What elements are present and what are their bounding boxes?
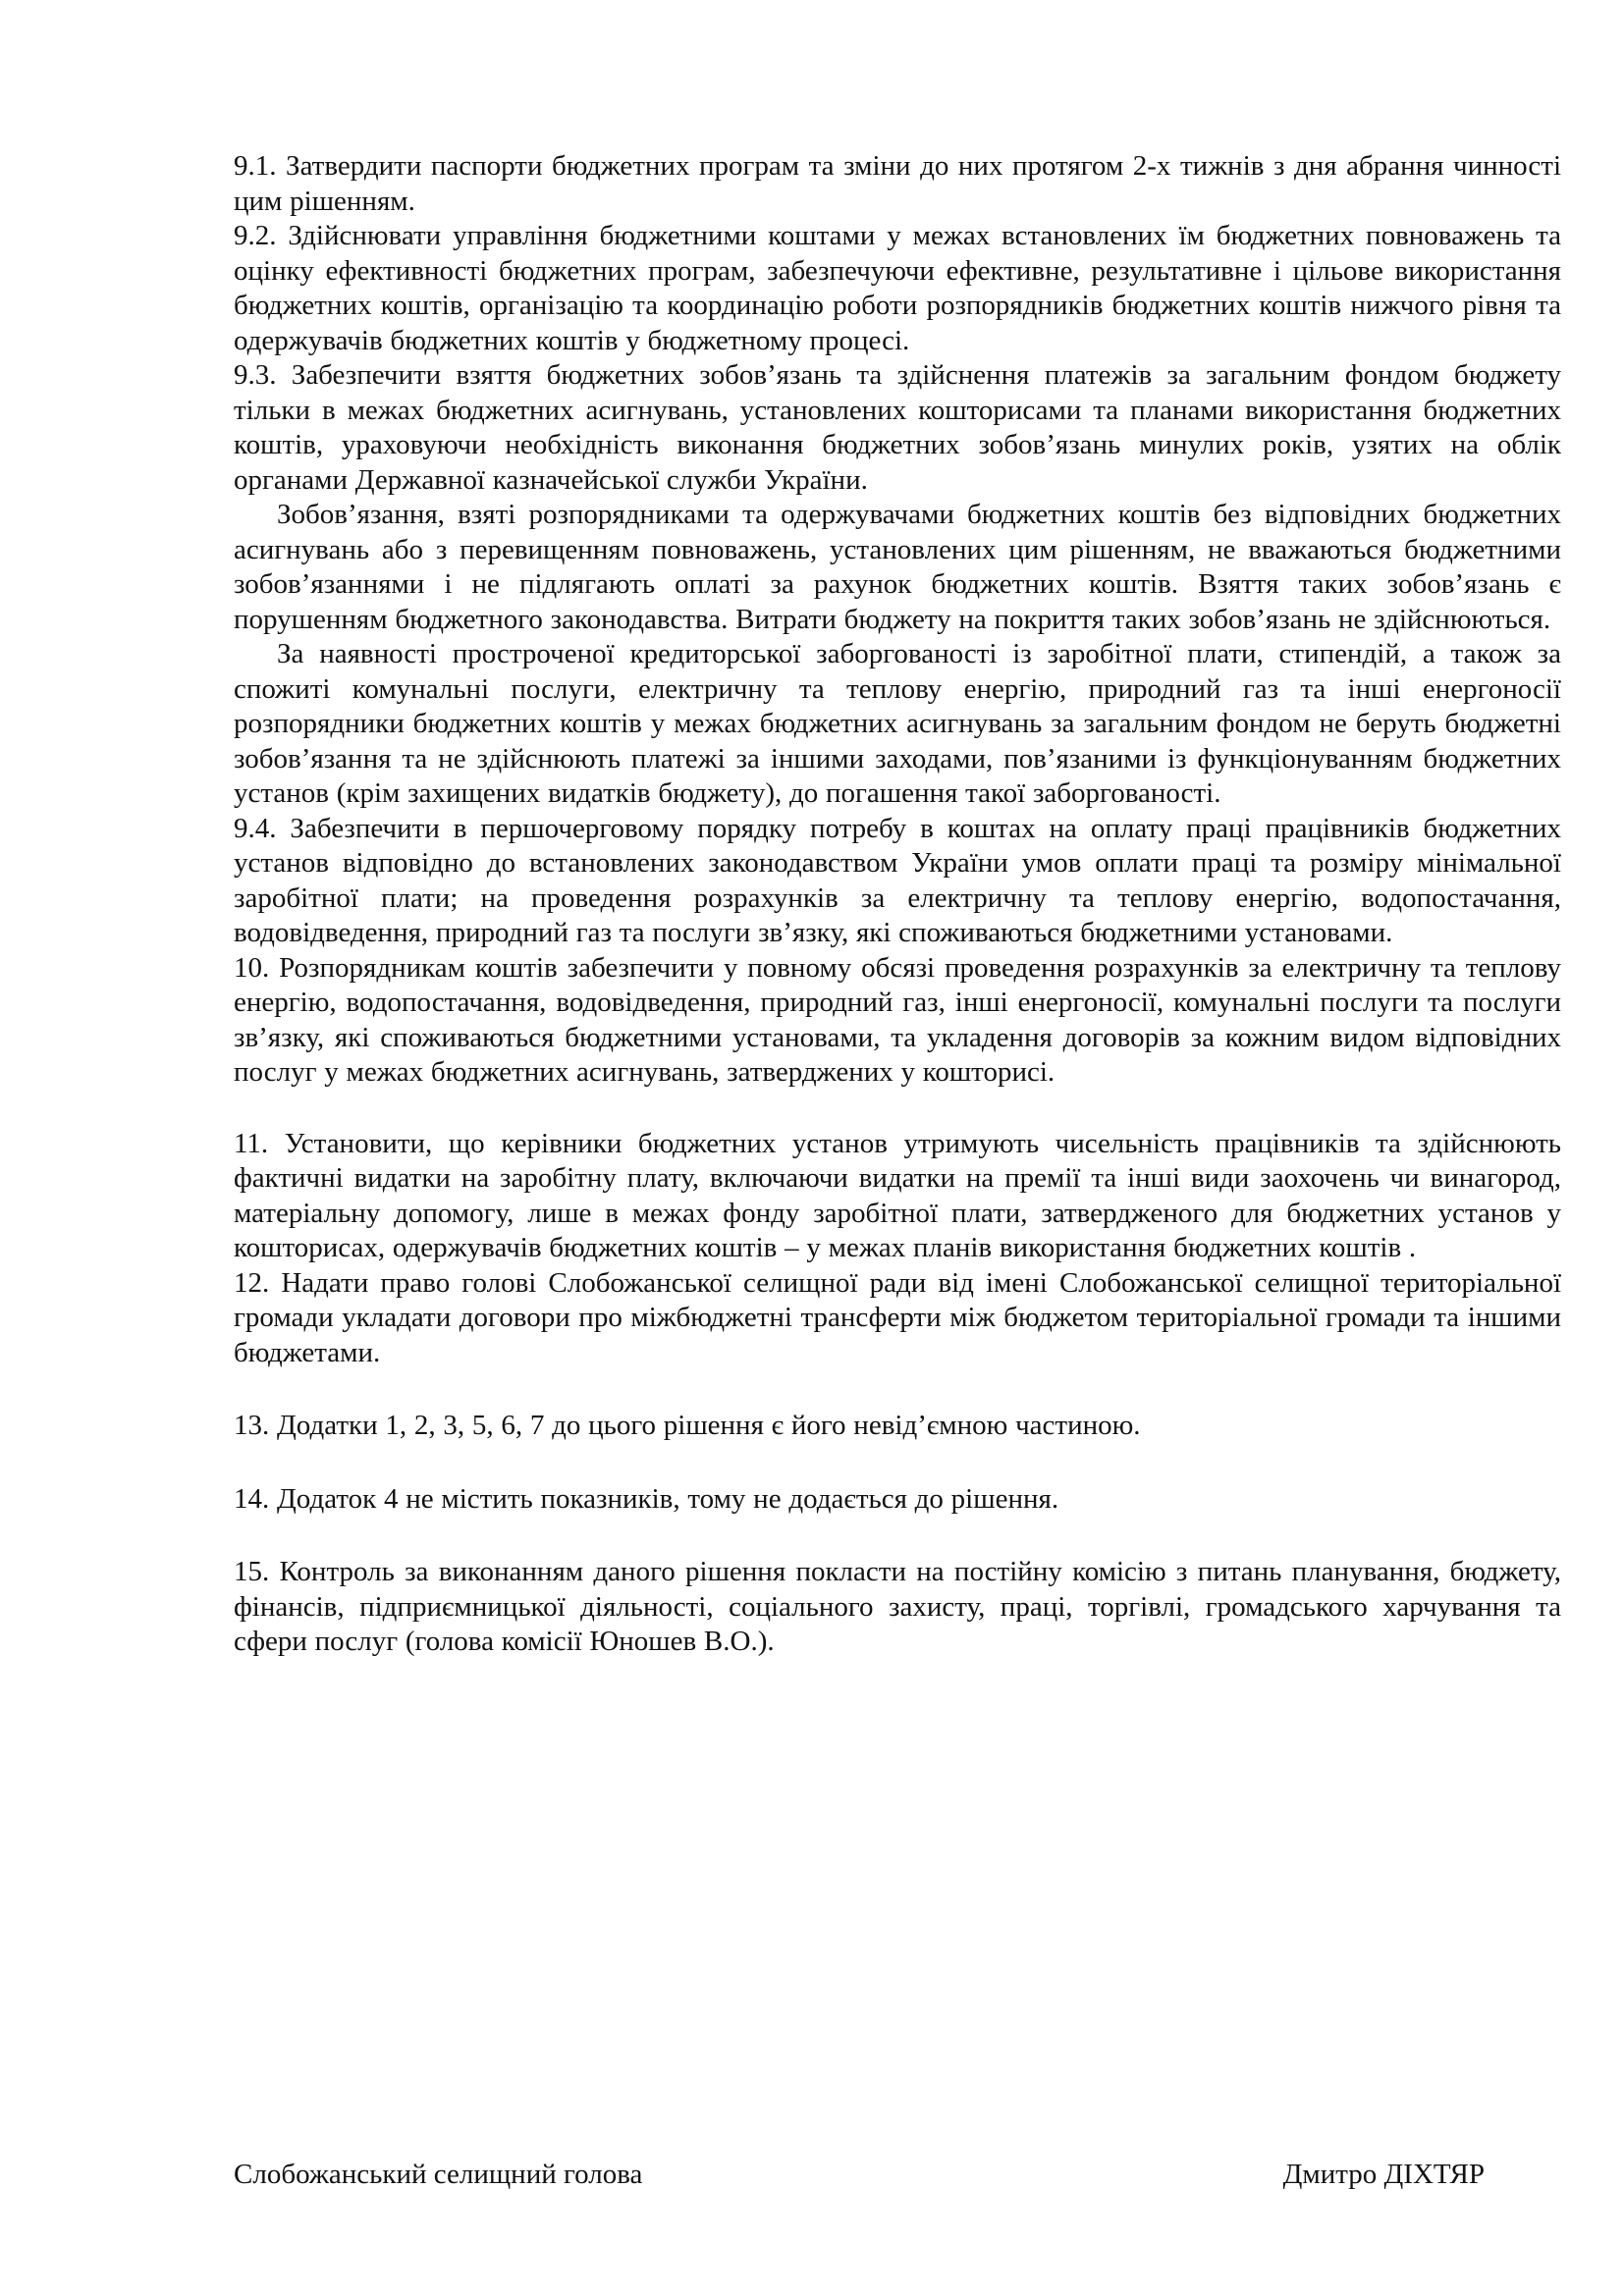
paragraph-obligations: Зобов’язання, взяті розпорядниками та одержувачами бюджетних коштів без відповідних бюджетних асигнувань або з перевищенням повноважень, установлених цим рішенням, не вважаються бюджетними зобов’язаннями і не підлягають оплаті за рахунок бюджетних коштів. Взяття таких зобов’язань є порушенням бюджетного законодавства. Витрати бюджету на покриття таких зобов’язань не здійснюються. — [234, 499, 1561, 635]
paragraph-overdue-debt: За наявності простроченої кредиторської заборгованості із заробітної плати, стипендій, а також за спожиті комунальні послуги, електричну та теплову енергію, природний газ та інші енергоносії розпорядники бюджетних коштів у межах бюджетних асигнувань за загальним фондом не беруть бюджетні зобов’язання та не здійснюють платежі за іншими заходами, пов’язаними із функціонуванням бюджетних установ (крім захищених видатків бюджету), до погашення такої заборгованості. — [234, 638, 1561, 809]
paragraph-9-2: 9.2. Здійснювати управління бюджетними коштами у межах встановлених їм бюджетних повноважень та оцінку ефективності бюджетних програм, забезпечуючи ефективне, результативне і цільове використання бюджетних коштів, організацію та координацію роботи розпорядників бюджетних коштів нижчого рівня та одержувачів бюджетних коштів у бюджетному процесі. — [234, 220, 1561, 356]
paragraph-10: 10. Розпорядникам коштів забезпечити у повному обсязі проведення розрахунків за електричну та теплову енергію, водопостачання, водовідведення, природний газ, інші енергоносії, комунальні послуги та послуги зв’язку, які споживаються бюджетними установами, та укладення договорів за кожним видом відповідних послуг у межах бюджетних асигнувань, затверджених у кошторисі. — [234, 951, 1561, 1088]
paragraph-13: 13. Додатки 1, 2, 3, 5, 6, 7 до цього рішення є його невід’ємною частиною. — [234, 1410, 1141, 1441]
paragraph-15: 15. Контроль за виконанням даного рішення покласти на постійну комісію з питань планування, бюджету, фінансів, підприємницької діяльності, соціального захисту, праці, торгівлі, громадського харчування та сфери послуг (голова комісії Юношев В.О.). — [234, 1556, 1561, 1657]
paragraph-12: 12. Надати право голові Слобожанської селищної ради від імені Слобожанської селищної територіальної громади укладати договори про міжбюджетні трансферти між бюджетом територіальної громади та іншими бюджетами. — [234, 1266, 1561, 1368]
paragraph-9-1: 9.1. Затвердити паспорти бюджетних програм та зміни до них протягом 2-х тижнів з дня абрання чинності цим рішенням. — [234, 150, 1561, 217]
paragraph-9-3: 9.3. Забезпечити взяття бюджетних зобов’язань та здійснення платежів за загальним фондом бюджету тільки в межах бюджетних асигнувань, установлених кошторисами та планами використання бюджетних коштів, ураховуючи необхідність виконання бюджетних зобов’язань минулих років, узятих на облік органами Державної казначейської служби України. — [234, 359, 1561, 496]
paragraph-14: 14. Додаток 4 не містить показників, тому не додається до рішення. — [234, 1482, 1059, 1515]
signature-name: Дмитро ДІХТЯР — [1282, 2159, 1485, 2190]
paragraph-9-4: 9.4. Забезпечити в першочерговому порядку потребу в коштах на оплату праці працівників бюджетних установ відповідно до встановлених законодавством України умов оплати праці та розміру мінімальної заробітної плати; на проведення розрахунків за електричну та теплову енергію, водопостачання, водовідведення, природний газ та послуги зв’язку, які споживаються бюджетними установами. — [234, 812, 1561, 948]
document-body — [234, 149, 1561, 1660]
signature-title: Слобожанський селищний голова — [234, 2159, 643, 2190]
paragraph-11: 11. Установити, що керівники бюджетних установ утримують чисельність працівників та здійснюють фактичні видатки на заробітну плату, включаючи видатки на премії та інші види заохочень чи винагород, матеріальну допомогу, лише в межах фонду заробітної плати, затвердженого для бюджетних установ у кошторисах, одержувачів бюджетних коштів – у межах планів використання бюджетних коштів . — [234, 1127, 1561, 1263]
